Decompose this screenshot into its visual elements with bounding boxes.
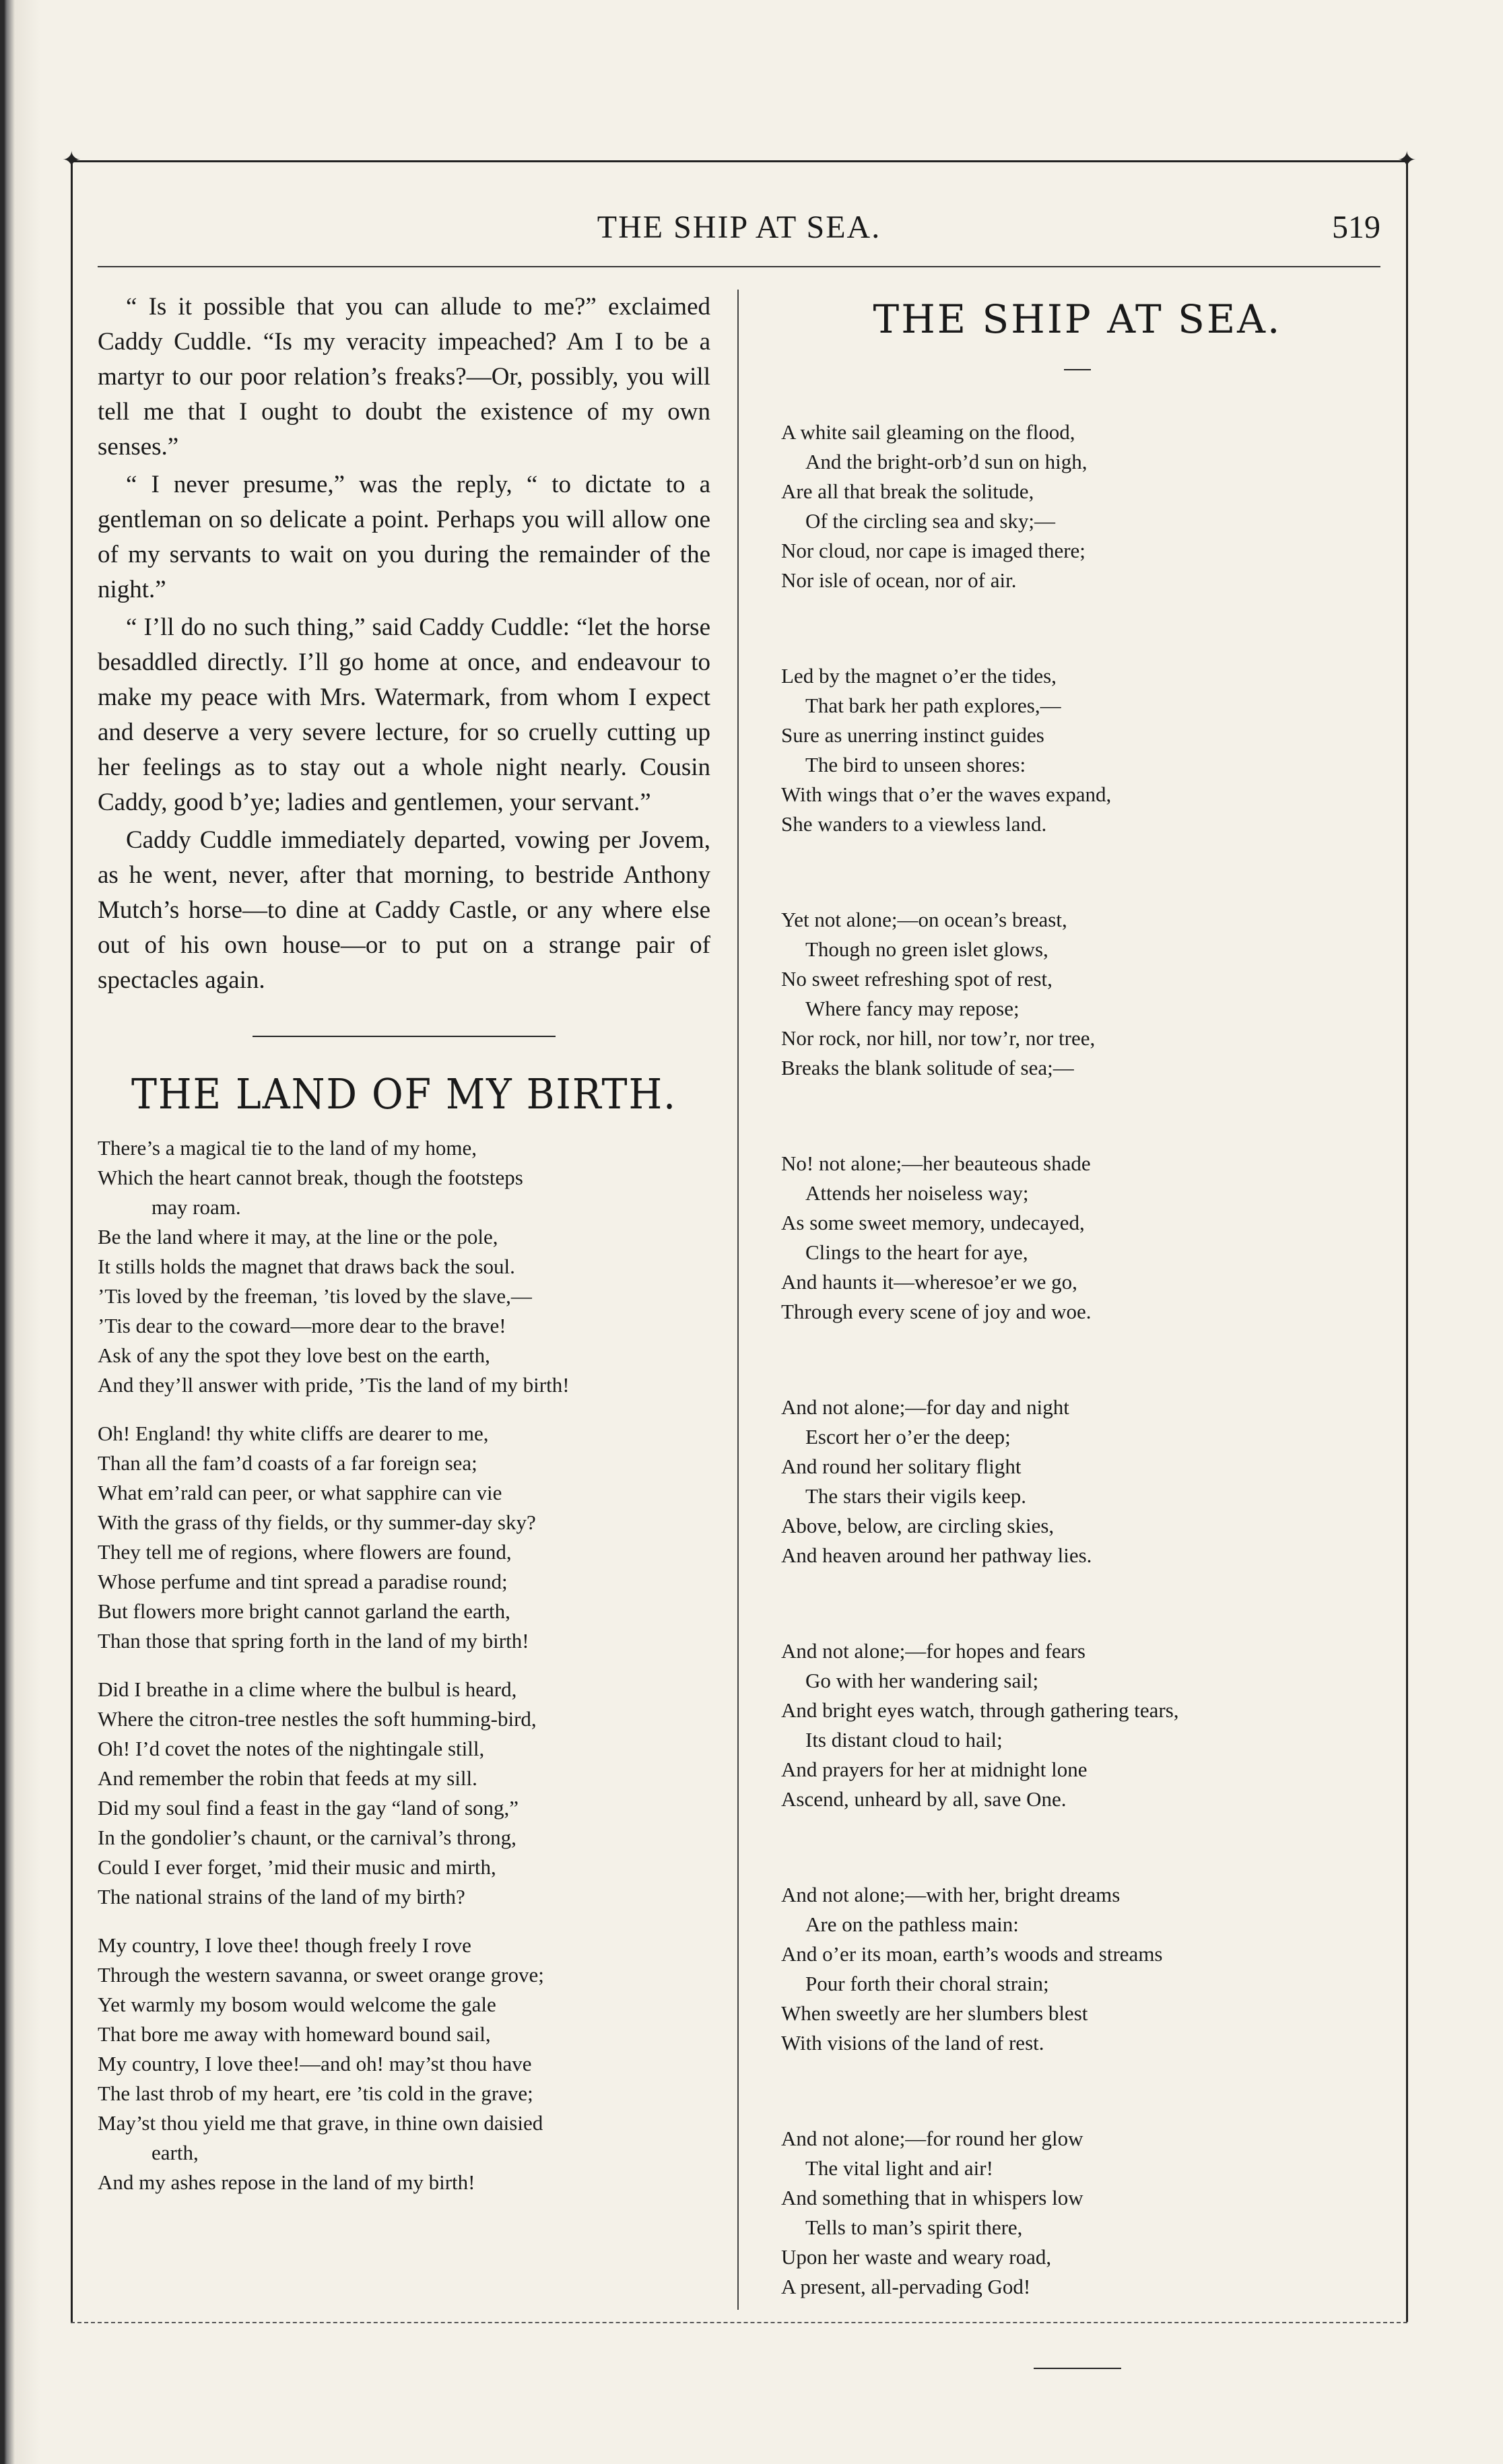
poem-line: Attends her noiseless way; [805, 1181, 1029, 1205]
poem-line: Its distant cloud to hail; [805, 1728, 1003, 1752]
poem-line: Tells to man’s spirit there, [805, 2216, 1023, 2239]
poem-stanza [781, 1149, 1374, 1327]
poem-line: That bore me away with homeward bound sail, [98, 2022, 491, 2046]
poem-line: And round her solitary flight [781, 1455, 1022, 1478]
poem-line: And they’ll answer with pride, ’Tis the land of my birth! [98, 1373, 570, 1397]
poem-line: Oh! England! thy white cliffs are dearer to me, [98, 1422, 489, 1445]
poem-line: May’st thou yield me that grave, in thine own daisied [98, 2111, 543, 2135]
poem-line: Where fancy may repose; [805, 997, 1020, 1020]
poem-line: Yet warmly my bosom would welcome the gale [98, 1993, 496, 2016]
left-column [98, 290, 710, 2216]
poem-line: And prayers for her at midnight lone [781, 1758, 1088, 1781]
poem-line: Ascend, unheard by all, save One. [781, 1787, 1067, 1811]
poem-line: And something that in whispers low [781, 2186, 1083, 2209]
poem-line: They tell me of regions, where flowers are found, [98, 1540, 512, 1564]
poem-line: My country, I love thee! though freely I rove [98, 1933, 471, 1957]
poem-line: And haunts it—wheresoe’er we go, [781, 1270, 1077, 1294]
column-divider [737, 290, 739, 2310]
poem-title: THE LAND OF MY BIRTH. [131, 1069, 677, 1119]
poem-line: That bark her path explores,— [805, 694, 1061, 717]
poem-stanza [781, 1880, 1374, 2058]
poem-line: What em’rald can peer, or what sapphire can vie [98, 1481, 502, 1504]
poem-line: The bird to unseen shores: [805, 753, 1026, 776]
poem-line: The vital light and air! [805, 2156, 993, 2180]
poem-line: Oh! I’d covet the notes of the nightingale still, [98, 1737, 485, 1760]
prose-section [98, 290, 710, 998]
poem-stanza [781, 661, 1374, 839]
poem-line: ’Tis loved by the freeman, ’tis loved by the slave,— [98, 1284, 532, 1308]
poem-line: And not alone;—for hopes and fears [781, 1639, 1086, 1663]
poem-line: Through the western savanna, or sweet orange grove; [98, 1963, 544, 1987]
poem-line: There’s a magical tie to the land of my home, [98, 1136, 477, 1160]
poem-stanza [781, 2124, 1374, 2302]
poem-line: Pour forth their choral strain; [805, 1972, 1049, 1995]
poem-line: Upon her waste and weary road, [781, 2245, 1052, 2269]
right-column [781, 290, 1374, 2369]
poem-stanza [781, 1393, 1374, 1570]
running-title: THE SHIP AT SEA. [597, 209, 881, 245]
poem-line: And heaven around her pathway lies. [781, 1543, 1092, 1567]
poem-stanzas [98, 1133, 710, 2197]
poem-line: Did my soul find a feast in the gay “land of song,” [98, 1796, 519, 1820]
poem-line: Could I ever forget, ’mid their music and mirth, [98, 1855, 496, 1879]
poem-stanza [98, 1675, 710, 1912]
poem-line: With visions of the land of rest. [781, 2031, 1044, 2055]
poem-land-of-my-birth [98, 1069, 710, 2197]
poem-line: And not alone;—with her, bright dreams [781, 1883, 1121, 1906]
poem-line: In the gondolier’s chaunt, or the carnival’s throng, [98, 1826, 516, 1849]
poem-line: may roam. [152, 1195, 241, 1219]
poem-line: With wings that o’er the waves expand, [781, 783, 1112, 806]
poem-line: Led by the magnet o’er the tides, [781, 664, 1057, 688]
poem-line: Above, below, are circling skies, [781, 1514, 1055, 1537]
poem-line: When sweetly are her slumbers blest [781, 2001, 1088, 2025]
page-header [71, 209, 1407, 256]
poem-line: Whose perfume and tint spread a paradise round; [98, 1570, 508, 1593]
poem-line: She wanders to a viewless land. [781, 812, 1047, 836]
poem-line: And remember the robin that feeds at my sill. [98, 1766, 477, 1790]
section-divider [253, 1036, 556, 1037]
poem-stanza [781, 905, 1374, 1083]
poem-line: Are all that break the solitude, [781, 479, 1034, 503]
poem-ship-at-sea [781, 296, 1374, 2369]
poem-line: A white sail gleaming on the flood, [781, 420, 1075, 444]
poem-line: A present, all-pervading God! [781, 2275, 1031, 2298]
corner-ornament-top-right: ✦ [1397, 148, 1417, 173]
poem-line: Nor isle of ocean, nor of air. [781, 568, 1017, 592]
poem-title: THE SHIP AT SEA. [873, 296, 1282, 342]
poem-line: No sweet refreshing spot of rest, [781, 967, 1053, 991]
title-dash [1064, 369, 1091, 370]
poem-line: My country, I love thee!—and oh! may’st thou have [98, 2052, 532, 2075]
poem-line: The last throb of my heart, ere ’tis cold in the grave; [98, 2082, 533, 2105]
poem-line: It stills holds the magnet that draws back the soul. [98, 1255, 515, 1278]
poem-line: Breaks the blank solitude of sea;— [781, 1056, 1074, 1079]
poem-line: Yet not alone;—on ocean’s breast, [781, 908, 1067, 931]
poem-line: The stars their vigils keep. [805, 1484, 1026, 1508]
prose-paragraph: “ I never presume,” was the reply, “ to dictate to a gentleman on so delicate a point. Perhaps you will allow one of my servants to wait on you during the remainder of the night.” [98, 471, 710, 603]
prose-paragraph: Caddy Cuddle immediately departed, vowing per Jovem, as he went, never, after that morning, to bestride Anthony Mutch’s horse—to dine at Caddy Castle, or any where else out of his own house—or to put on a strange pair of spectacles again. [98, 826, 710, 994]
poem-stanza [98, 1133, 710, 1400]
poem-line: Nor rock, nor hill, nor tow’r, nor tree, [781, 1026, 1096, 1050]
header-rule [98, 266, 1380, 267]
poem-line: Through every scene of joy and woe. [781, 1300, 1092, 1323]
poem-stanzas [781, 418, 1374, 2302]
end-rule [1034, 2368, 1121, 2369]
page-binding-edge [0, 0, 40, 2464]
poem-line: Of the circling sea and sky;— [805, 509, 1056, 533]
poem-line: Are on the pathless main: [805, 1912, 1019, 1936]
prose-paragraph: “ Is it possible that you can allude to me?” exclaimed Caddy Cuddle. “Is my veracity impeached? Am I to be a martyr to our poor relation’s freaks?—Or, possibly, you will tell me that I ought to doubt the existence of my own senses.” [98, 293, 710, 461]
poem-line: With the grass of thy fields, or thy summer-day sky? [98, 1510, 536, 1534]
corner-ornament-top-left: ✦ [62, 148, 81, 173]
poem-line: Than those that spring forth in the land of my birth! [98, 1629, 529, 1653]
poem-line: And the bright-orb’d sun on high, [805, 450, 1088, 473]
poem-line: As some sweet memory, undecayed, [781, 1211, 1085, 1234]
poem-line: Though no green islet glows, [805, 937, 1048, 961]
poem-line: The national strains of the land of my birth? [98, 1885, 465, 1908]
poem-stanza [98, 1419, 710, 1656]
poem-line: Ask of any the spot they love best on the earth, [98, 1343, 490, 1367]
poem-line: And not alone;—for day and night [781, 1395, 1069, 1419]
poem-line: Go with her wandering sail; [805, 1669, 1039, 1692]
page-frame-left [71, 160, 73, 2322]
page-frame-top [71, 160, 1407, 162]
poem-line: Clings to the heart for aye, [805, 1240, 1028, 1264]
poem-line: Sure as unerring instinct guides [781, 723, 1044, 747]
poem-line: Nor cloud, nor cape is imaged there; [781, 539, 1086, 562]
prose-paragraph: “ I’ll do no such thing,” said Caddy Cuddle: “let the horse besaddled directly. I’ll go home at once, and endeavour to make my peace with Mrs. Watermark, from whom I expect and deserve a very severe lecture, for so cruelly cutting up her feelings as to stay out a whole night nearly. Cousin Caddy, good b’ye; ladies and gentlemen, your servant.” [98, 613, 710, 816]
poem-line: ’Tis dear to the coward—more dear to the brave! [98, 1314, 506, 1337]
poem-stanza [781, 418, 1374, 595]
page-frame-right [1406, 160, 1408, 2322]
page-number: 519 [1332, 209, 1380, 245]
poem-line: Where the citron-tree nestles the soft humming-bird, [98, 1707, 537, 1731]
poem-line: Be the land where it may, at the line or the pole, [98, 1225, 498, 1248]
poem-line: Did I breathe in a clime where the bulbul is heard, [98, 1677, 517, 1701]
poem-line: Escort her o’er the deep; [805, 1425, 1011, 1449]
poem-line: Than all the fam’d coasts of a far foreign sea; [98, 1451, 477, 1475]
poem-line: No! not alone;—her beauteous shade [781, 1152, 1091, 1175]
poem-line: And not alone;—for round her glow [781, 2127, 1083, 2150]
poem-line: Which the heart cannot break, though the footsteps [98, 1166, 523, 1189]
poem-line: earth, [152, 2141, 199, 2164]
poem-line: But flowers more bright cannot garland the earth, [98, 1599, 510, 1623]
poem-line: And bright eyes watch, through gathering tears, [781, 1698, 1179, 1722]
poem-stanza [98, 1931, 710, 2197]
poem-stanza [781, 1636, 1374, 1814]
poem-line: And o’er its moan, earth’s woods and streams [781, 1942, 1163, 1966]
poem-line: And my ashes repose in the land of my birth! [98, 2170, 475, 2194]
